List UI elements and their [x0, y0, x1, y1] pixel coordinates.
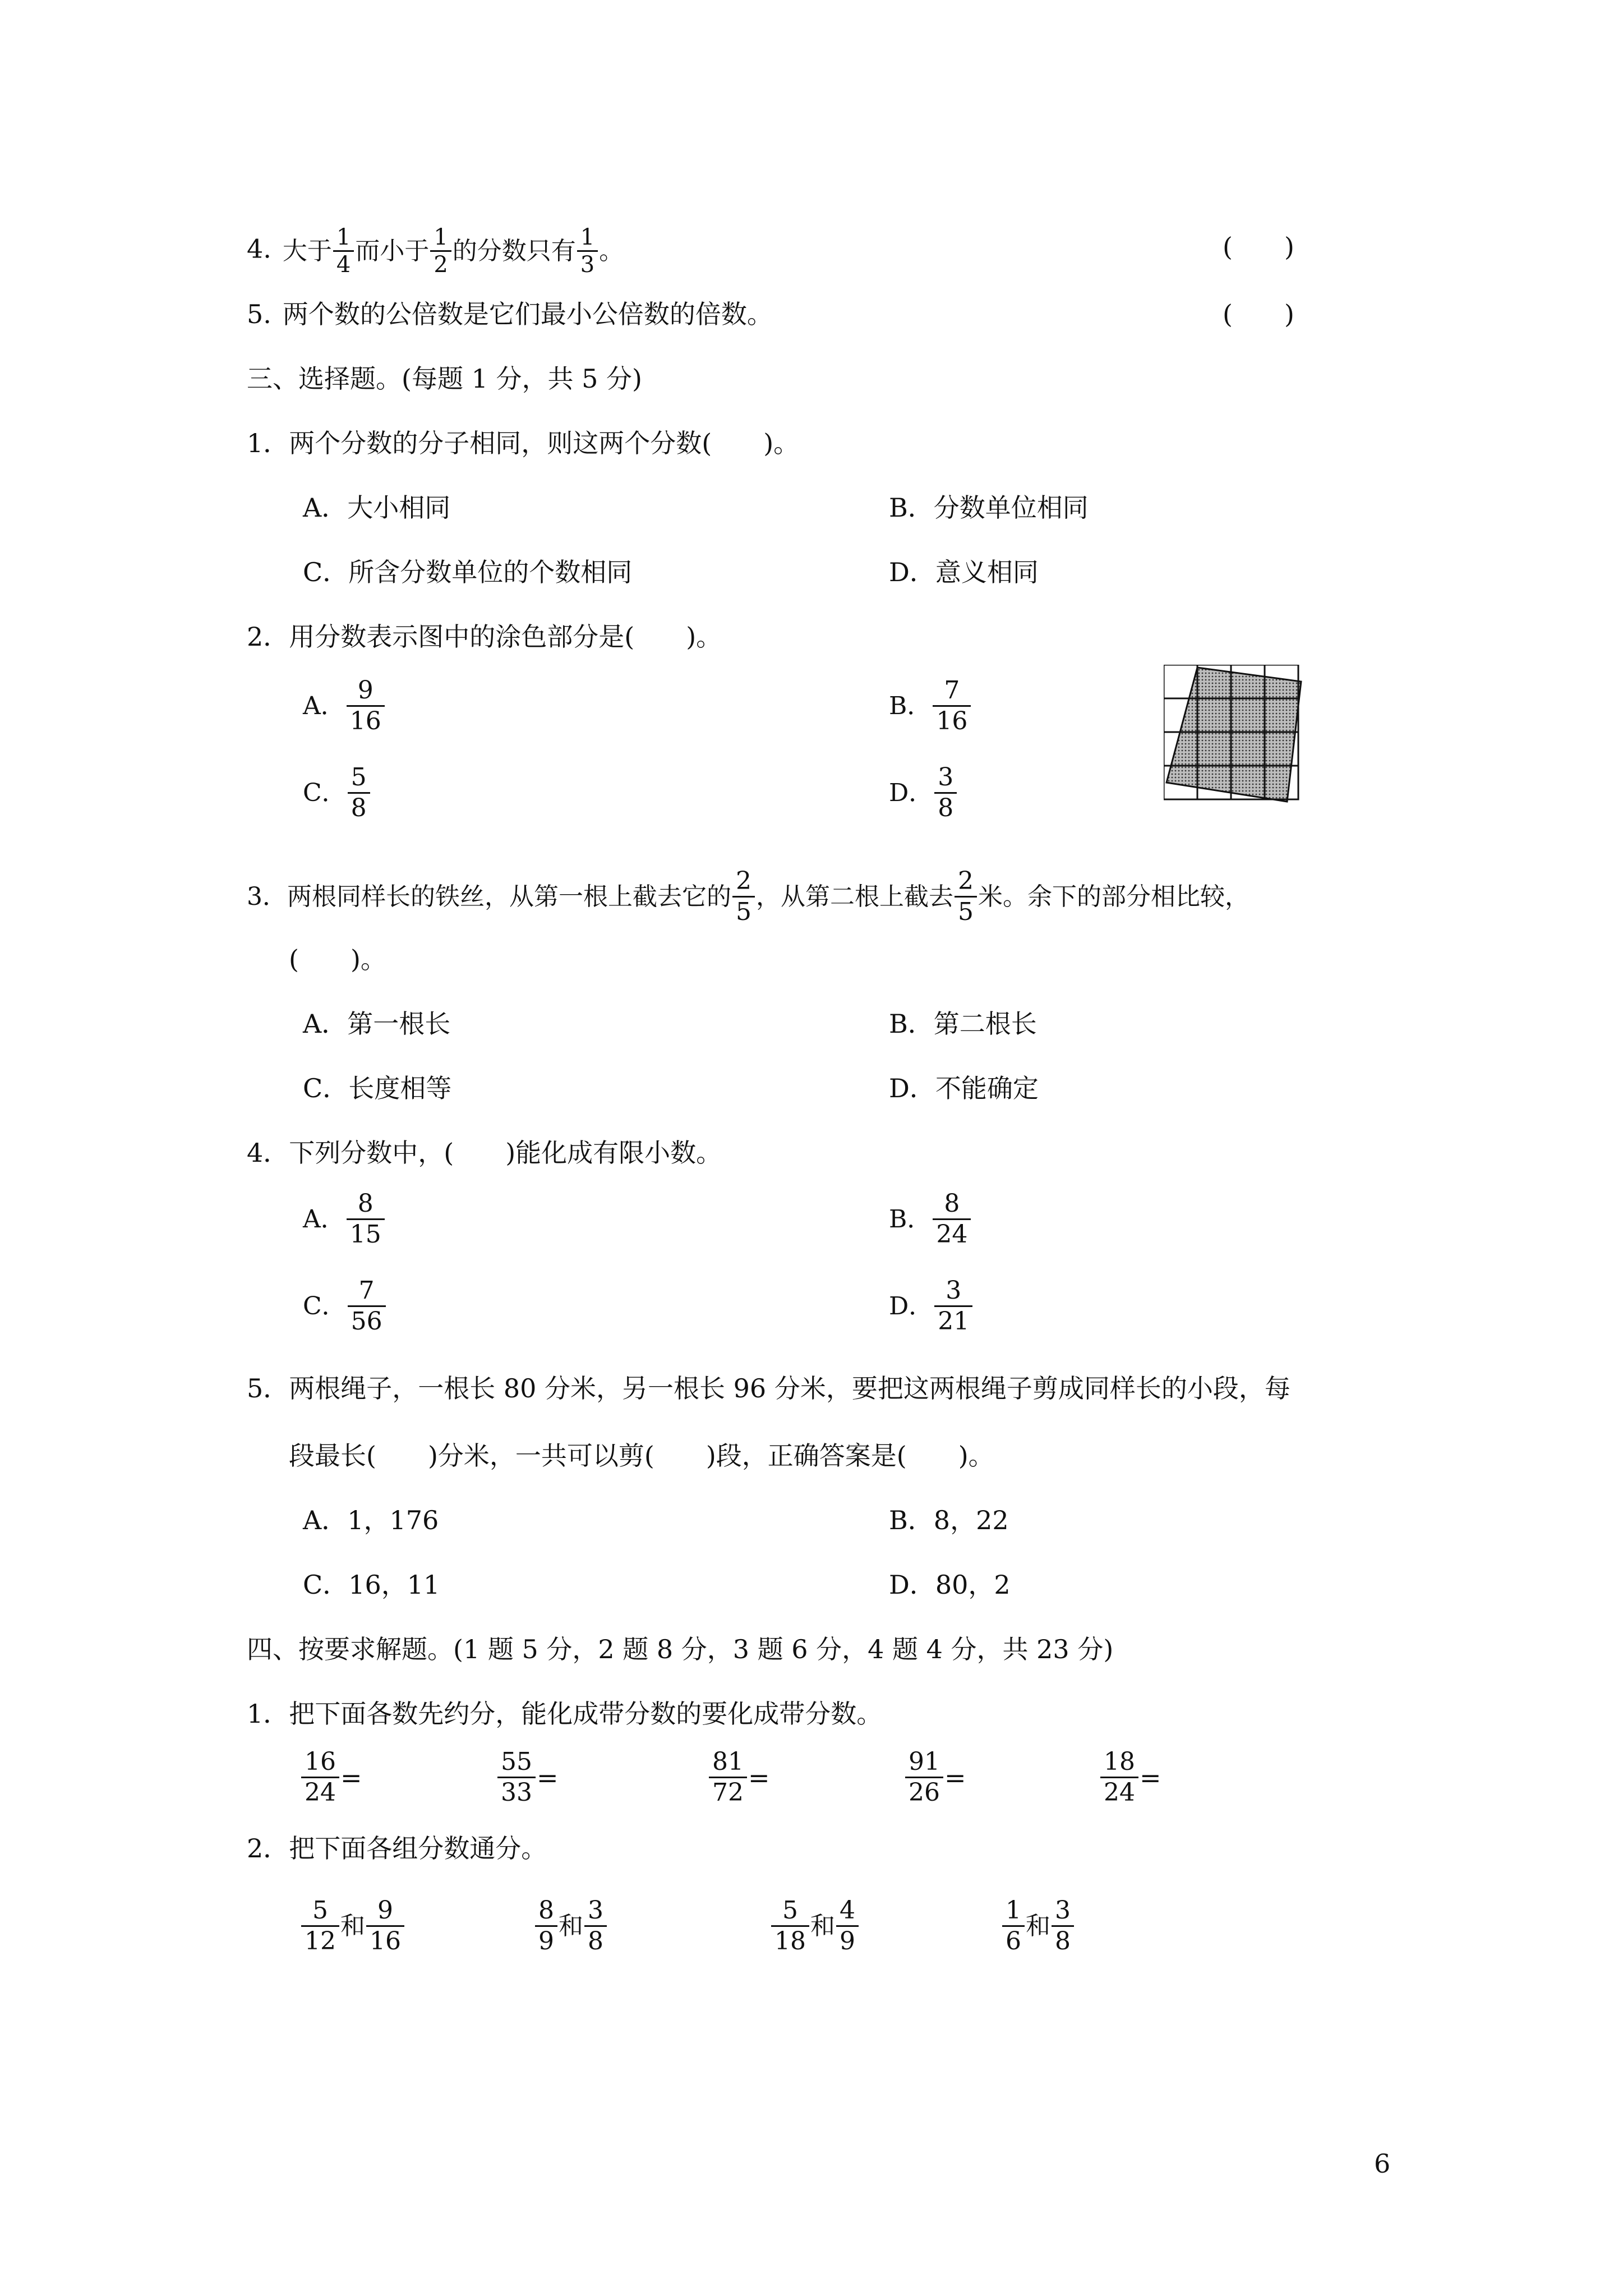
fraction: $\frac{91}{26}$: [905, 1747, 943, 1807]
option-c[interactable]: C．所含分数单位的个数相同: [303, 557, 633, 587]
fraction: $\frac{3}{21}$: [934, 1276, 972, 1336]
fraction: $\frac{55}{33}$: [497, 1747, 536, 1807]
fraction: $\frac{5}{18}$: [771, 1896, 809, 1956]
fraction: $\frac{8}{15}$: [347, 1189, 385, 1249]
question-5-line1: 5．两根绳子，一根长 80 分米，另一根长 96 分米，要把这两根绳子剪成同样长的小段，每: [247, 1373, 1290, 1404]
question-5-line2: 段最长( )分米，一共可以剪( )段，正确答案是( )。: [289, 1441, 994, 1471]
question-3-line2[interactable]: ( )。: [289, 944, 386, 974]
common-denominator-item[interactable]: $\frac{5}{12}$ 和 $\frac{9}{16}$: [300, 1896, 405, 1956]
option-a[interactable]: A．1，176: [303, 1505, 439, 1535]
option-d[interactable]: D． $\frac{3}{8}$: [889, 763, 958, 823]
fraction: $\frac{1}{6}$: [1002, 1896, 1025, 1956]
option-b[interactable]: B．分数单位相同: [889, 493, 1089, 523]
fraction: $\frac{2}{5}$: [732, 867, 755, 927]
common-denominator-item[interactable]: $\frac{5}{18}$ 和 $\frac{4}{9}$: [770, 1896, 860, 1956]
question-stem: 2．用分数表示图中的涂色部分是( )。: [247, 622, 722, 652]
judge-question-4: 4. 大于 $\frac{1}{4}$ 而小于 $\frac{1}{2}$ 的分数只有 $\frac{1}{3}$ 。: [247, 224, 624, 278]
option-d[interactable]: D．80，2: [889, 1570, 1011, 1600]
reduce-item[interactable]: $\frac{18}{24}$ =: [1099, 1747, 1161, 1807]
reduce-item[interactable]: $\frac{55}{33}$ =: [496, 1747, 559, 1807]
option-a[interactable]: A．大小相同: [303, 493, 451, 523]
grid-figure: [1164, 665, 1304, 805]
fraction: $\frac{7}{56}$: [348, 1276, 386, 1336]
fraction: $\frac{9}{16}$: [347, 676, 385, 736]
question-stem: 4．下列分数中，( )能化成有限小数。: [247, 1138, 722, 1168]
option-a[interactable]: A． $\frac{9}{16}$: [303, 676, 386, 736]
option-c[interactable]: C． $\frac{7}{56}$: [303, 1276, 387, 1336]
fraction: $\frac{1}{4}$: [333, 224, 354, 278]
fraction: $\frac{1}{3}$: [577, 224, 598, 278]
fraction: $\frac{1}{2}$: [430, 224, 451, 278]
fraction: $\frac{3}{8}$: [584, 1896, 607, 1956]
fraction: $\frac{3}{8}$: [934, 763, 957, 823]
fraction: $\frac{4}{9}$: [836, 1896, 859, 1956]
common-denominator-item[interactable]: $\frac{1}{6}$ 和 $\frac{3}{8}$: [1001, 1896, 1075, 1956]
judge-question-5: 5. 两个数的公倍数是它们最小公倍数的倍数。: [247, 299, 773, 329]
option-a[interactable]: A．第一根长: [303, 1009, 451, 1039]
question-stem: 1．两个分数的分子相同，则这两个分数( )。: [247, 428, 800, 458]
answer-paren[interactable]: ( ): [1223, 299, 1294, 329]
option-d[interactable]: D．意义相同: [889, 557, 1039, 587]
fraction: $\frac{81}{72}$: [709, 1747, 747, 1807]
option-b[interactable]: B．8，22: [889, 1505, 1009, 1535]
option-c[interactable]: C． $\frac{5}{8}$: [303, 763, 371, 823]
option-b[interactable]: B．第二根长: [889, 1009, 1037, 1039]
fraction: $\frac{9}{16}$: [366, 1896, 404, 1956]
reduce-item[interactable]: $\frac{16}{24}$ =: [300, 1747, 362, 1807]
answer-paren[interactable]: ( ): [1223, 232, 1294, 262]
section-title: 三、选择题。(每题 1 分，共 5 分): [247, 364, 642, 394]
fraction: $\frac{8}{24}$: [933, 1189, 971, 1249]
fraction: $\frac{5}{8}$: [348, 763, 370, 823]
shaded-square: [1166, 668, 1301, 802]
reduce-item[interactable]: $\frac{81}{72}$ =: [708, 1747, 770, 1807]
fraction: $\frac{8}{9}$: [535, 1896, 557, 1956]
fraction: $\frac{2}{5}$: [955, 867, 977, 927]
question-stem: 2．把下面各组分数通分。: [247, 1833, 547, 1864]
option-b[interactable]: B． $\frac{7}{16}$: [889, 676, 972, 736]
fraction: $\frac{5}{12}$: [301, 1896, 339, 1956]
fraction: $\frac{3}{8}$: [1052, 1896, 1074, 1956]
option-a[interactable]: A． $\frac{8}{15}$: [303, 1189, 386, 1249]
reduce-item[interactable]: $\frac{91}{26}$ =: [904, 1747, 966, 1807]
option-d[interactable]: D． $\frac{3}{21}$: [889, 1276, 974, 1336]
option-b[interactable]: B． $\frac{8}{24}$: [889, 1189, 972, 1249]
question-stem: 1．把下面各数先约分，能化成带分数的要化成带分数。: [247, 1699, 883, 1729]
fraction: $\frac{16}{24}$: [301, 1747, 339, 1807]
common-denominator-item[interactable]: $\frac{8}{9}$ 和 $\frac{3}{8}$: [534, 1896, 608, 1956]
fraction: $\frac{18}{24}$: [1100, 1747, 1138, 1807]
page-number: 6: [1374, 2148, 1391, 2179]
option-c[interactable]: C．长度相等: [303, 1073, 452, 1103]
question-3-line1: 3．两根同样长的铁丝，从第一根上截去它的 $\frac{2}{5}$ ，从第二根上截去 $\frac{2}{5}$ 米。余下的部分相比较，: [247, 867, 1249, 926]
fraction: $\frac{7}{16}$: [933, 676, 971, 736]
option-c[interactable]: C．16，11: [303, 1570, 440, 1600]
section-title: 四、按要求解题。(1 题 5 分，2 题 8 分，3 题 6 分，4 题 4 分，共 23 分): [247, 1634, 1114, 1664]
option-d[interactable]: D．不能确定: [889, 1073, 1039, 1103]
